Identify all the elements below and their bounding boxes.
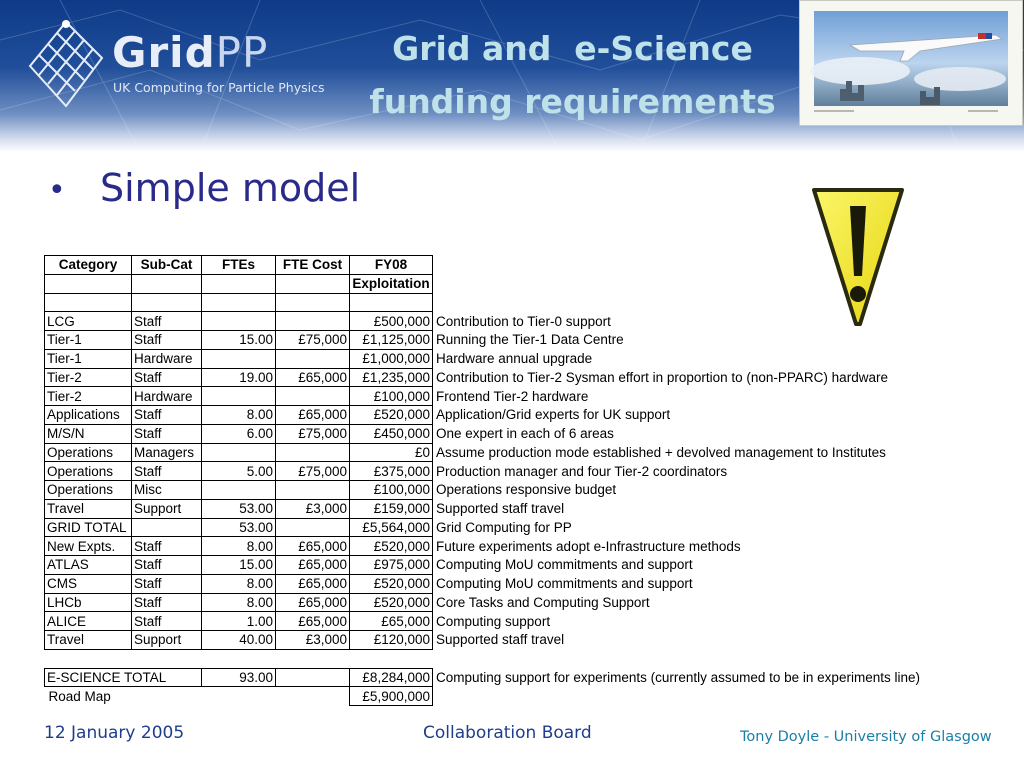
- cell-note: Future experiments adopt e-Infrastructure methods: [436, 538, 741, 554]
- funding-table-head: [45, 256, 922, 312]
- road-map-note: [433, 687, 922, 706]
- cell-note: Supported staff travel: [436, 501, 565, 517]
- cell-fy08: £520,000: [350, 593, 433, 612]
- cell-note: Computing MoU commitments and support: [436, 557, 693, 573]
- slide-title-line1: Grid and e-Science: [392, 29, 753, 68]
- empty-cell: [202, 293, 276, 312]
- road-map-row: [45, 687, 922, 706]
- header-note-spacer: [433, 256, 922, 275]
- cell-fte-cost: [276, 443, 350, 462]
- cell-fy08: £5,564,000: [350, 518, 433, 537]
- cell-category: M/S/N: [45, 424, 132, 443]
- cell-note: Contribution to Tier-0 support: [436, 313, 611, 329]
- bullet-marker: •: [48, 173, 66, 208]
- table-row: [45, 312, 922, 331]
- cell-fy08: £450,000: [350, 424, 433, 443]
- cell-ftes: 8.00: [202, 593, 276, 612]
- cell-note: Computing support: [436, 613, 551, 629]
- footer-author: Tony Doyle - University of Glasgow: [740, 729, 992, 745]
- cell-ftes: [202, 481, 276, 500]
- cell-category: ATLAS: [45, 556, 132, 575]
- cell-subcat: Staff: [132, 312, 202, 331]
- cell-fte-cost: £75,000: [276, 462, 350, 481]
- cell-note: Application/Grid experts for UK support: [436, 407, 671, 423]
- table-header-row: [45, 256, 922, 275]
- cell-fte-cost: £65,000: [276, 537, 350, 556]
- bullet-text: Simple model: [100, 166, 361, 210]
- slide-title-line2: funding requirements: [369, 82, 776, 121]
- cell-fy08: £1,235,000: [350, 368, 433, 387]
- col-header-subcat: Sub-Cat: [132, 256, 202, 275]
- cell-fy08: £500,000: [350, 312, 433, 331]
- cell-ftes: 6.00: [202, 424, 276, 443]
- table-row: [45, 424, 922, 443]
- bullet-point: [48, 166, 360, 210]
- cell-note: Supported staff travel: [436, 632, 565, 648]
- table-row: [45, 387, 922, 406]
- road-map-label: Road Map: [48, 688, 111, 704]
- table-row: [45, 368, 922, 387]
- cell-fy08: £159,000: [350, 499, 433, 518]
- cell-ftes: 40.00: [202, 631, 276, 650]
- cell-fte-cost: £75,000: [276, 424, 350, 443]
- cell-note: Production manager and four Tier-2 coordinators: [436, 463, 728, 479]
- cell-fy08: £120,000: [350, 631, 433, 650]
- table-row: [45, 574, 922, 593]
- table-row: [45, 631, 922, 650]
- header-note-spacer: [433, 293, 922, 312]
- table-row: [45, 443, 922, 462]
- table-row: [45, 349, 922, 368]
- cell-fte-cost: [276, 481, 350, 500]
- cell-ftes: 5.00: [202, 462, 276, 481]
- cell-note: One expert in each of 6 areas: [436, 426, 614, 442]
- logo-word-pp: PP: [215, 28, 269, 77]
- cell-ftes: 19.00: [202, 368, 276, 387]
- footer-event: Collaboration Board: [423, 723, 592, 743]
- cell-fy08: £520,000: [350, 574, 433, 593]
- escience-total-ftes: 93.00: [202, 668, 276, 687]
- cell-ftes: 8.00: [202, 537, 276, 556]
- table-row: [45, 612, 922, 631]
- table-row: [45, 331, 922, 350]
- cell-note: Computing MoU commitments and support: [436, 576, 693, 592]
- cell-ftes: 53.00: [202, 499, 276, 518]
- table-gap-row: [45, 649, 922, 668]
- cell-fte-cost: £65,000: [276, 406, 350, 425]
- cell-category: CMS: [45, 574, 132, 593]
- cell-category: ALICE: [45, 612, 132, 631]
- cell-fte-cost: [276, 387, 350, 406]
- cell-note: Contribution to Tier-2 Sysman effort in proportion to (non-PPARC) hardware: [436, 369, 888, 385]
- escience-total-row: [45, 668, 922, 687]
- cell-fy08: £1,000,000: [350, 349, 433, 368]
- table-row: [45, 518, 922, 537]
- cell-fy08: £100,000: [350, 481, 433, 500]
- cell-fte-cost: £3,000: [276, 499, 350, 518]
- cell-fy08: £100,000: [350, 387, 433, 406]
- cell-fte-cost: [276, 349, 350, 368]
- cell-subcat: Staff: [132, 574, 202, 593]
- cell-note: Running the Tier-1 Data Centre: [436, 332, 624, 348]
- cell-fte-cost: £65,000: [276, 612, 350, 631]
- col-header-ftes: FTEs: [202, 256, 276, 275]
- slide-title: [340, 22, 805, 128]
- table-blank-row: [45, 293, 922, 312]
- cell-category: Tier-2: [45, 368, 132, 387]
- road-map-fy08: £5,900,000: [350, 687, 433, 706]
- empty-cell: [276, 274, 350, 293]
- cell-fte-cost: £65,000: [276, 593, 350, 612]
- empty-cell: [45, 293, 132, 312]
- table-subheader-row: [45, 274, 922, 293]
- cell-note: Assume production mode established + devolved management to Institutes: [436, 444, 886, 460]
- cell-ftes: 8.00: [202, 574, 276, 593]
- cell-ftes: 1.00: [202, 612, 276, 631]
- cell-fte-cost: [276, 312, 350, 331]
- table-row: [45, 462, 922, 481]
- cell-fte-cost: £65,000: [276, 556, 350, 575]
- col-subheader-exploitation: Exploitation: [350, 274, 433, 293]
- cell-subcat: Staff: [132, 537, 202, 556]
- table-row: [45, 499, 922, 518]
- cell-subcat: Support: [132, 499, 202, 518]
- cell-subcat: Staff: [132, 406, 202, 425]
- cell-category: LCG: [45, 312, 132, 331]
- cell-category: LHCb: [45, 593, 132, 612]
- cell-ftes: 15.00: [202, 331, 276, 350]
- cell-category: Travel: [45, 631, 132, 650]
- cell-subcat: Staff: [132, 612, 202, 631]
- slide-header: [0, 0, 1024, 152]
- cell-category: Travel: [45, 499, 132, 518]
- empty-cell: [276, 293, 350, 312]
- cell-category: Operations: [45, 462, 132, 481]
- cell-note: Frontend Tier-2 hardware: [436, 388, 589, 404]
- cell-fy08: £375,000: [350, 462, 433, 481]
- cell-category: Tier-1: [45, 349, 132, 368]
- cell-subcat: Staff: [132, 556, 202, 575]
- empty-cell: [132, 274, 202, 293]
- cell-subcat: Staff: [132, 331, 202, 350]
- grid-logo-icon: [26, 18, 106, 110]
- cell-fte-cost: £3,000: [276, 631, 350, 650]
- col-header-fte-cost: FTE Cost: [276, 256, 350, 275]
- cell-subcat: Staff: [132, 593, 202, 612]
- empty-cell: [276, 668, 350, 687]
- cell-fy08: £975,000: [350, 556, 433, 575]
- cell-fte-cost: [276, 518, 350, 537]
- table-row: [45, 593, 922, 612]
- escience-total-note: Computing support for experiments (currently assumed to be in experiments line): [436, 669, 920, 685]
- cell-category: Tier-1: [45, 331, 132, 350]
- cell-fy08: £520,000: [350, 537, 433, 556]
- table-row: [45, 406, 922, 425]
- footer-date: 12 January 2005: [44, 723, 185, 743]
- cell-ftes: 53.00: [202, 518, 276, 537]
- cell-fte-cost: £65,000: [276, 574, 350, 593]
- cell-subcat: Staff: [132, 424, 202, 443]
- cell-fte-cost: £75,000: [276, 331, 350, 350]
- cell-category: Applications: [45, 406, 132, 425]
- cell-fy08: £520,000: [350, 406, 433, 425]
- empty-cell: [202, 274, 276, 293]
- cell-note: Hardware annual upgrade: [436, 351, 593, 367]
- cell-category: GRID TOTAL: [45, 518, 132, 537]
- cell-ftes: [202, 312, 276, 331]
- escience-total-fy08: £8,284,000: [350, 668, 433, 687]
- cell-note: Grid Computing for PP: [436, 519, 572, 535]
- table-row: [45, 481, 922, 500]
- empty-cell: [350, 293, 433, 312]
- cell-ftes: [202, 349, 276, 368]
- cell-subcat: Managers: [132, 443, 202, 462]
- cell-category: Operations: [45, 443, 132, 462]
- cell-subcat: Staff: [132, 368, 202, 387]
- gap-cell: [45, 649, 922, 668]
- cell-subcat: Misc: [132, 481, 202, 500]
- header-note-spacer: [433, 274, 922, 293]
- cell-subcat: Hardware: [132, 387, 202, 406]
- cell-subcat: [132, 518, 202, 537]
- funding-table: [44, 255, 922, 706]
- col-header-fy08: FY08: [350, 256, 433, 275]
- cell-fy08: £0: [350, 443, 433, 462]
- escience-total-label: E-SCIENCE TOTAL: [45, 668, 202, 687]
- cell-subcat: Staff: [132, 462, 202, 481]
- cell-fy08: £65,000: [350, 612, 433, 631]
- empty-cell: [45, 274, 132, 293]
- cell-subcat: Support: [132, 631, 202, 650]
- cell-category: Tier-2: [45, 387, 132, 406]
- cell-note: Core Tasks and Computing Support: [436, 594, 650, 610]
- logo-wordmark: [112, 28, 268, 77]
- concorde-photo: [799, 0, 1023, 126]
- cell-category: New Expts.: [45, 537, 132, 556]
- empty-cell: [132, 293, 202, 312]
- cell-ftes: 8.00: [202, 406, 276, 425]
- logo-word-grid: Grid: [112, 28, 216, 77]
- logo-tagline: UK Computing for Particle Physics: [113, 80, 325, 95]
- cell-ftes: 15.00: [202, 556, 276, 575]
- col-header-category: Category: [45, 256, 132, 275]
- cell-ftes: [202, 443, 276, 462]
- cell-fy08: £1,125,000: [350, 331, 433, 350]
- cell-category: Operations: [45, 481, 132, 500]
- cell-note: Operations responsive budget: [436, 482, 617, 498]
- cell-fte-cost: £65,000: [276, 368, 350, 387]
- cell-ftes: [202, 387, 276, 406]
- table-row: [45, 537, 922, 556]
- table-row: [45, 556, 922, 575]
- funding-table-body: [45, 312, 922, 706]
- cell-subcat: Hardware: [132, 349, 202, 368]
